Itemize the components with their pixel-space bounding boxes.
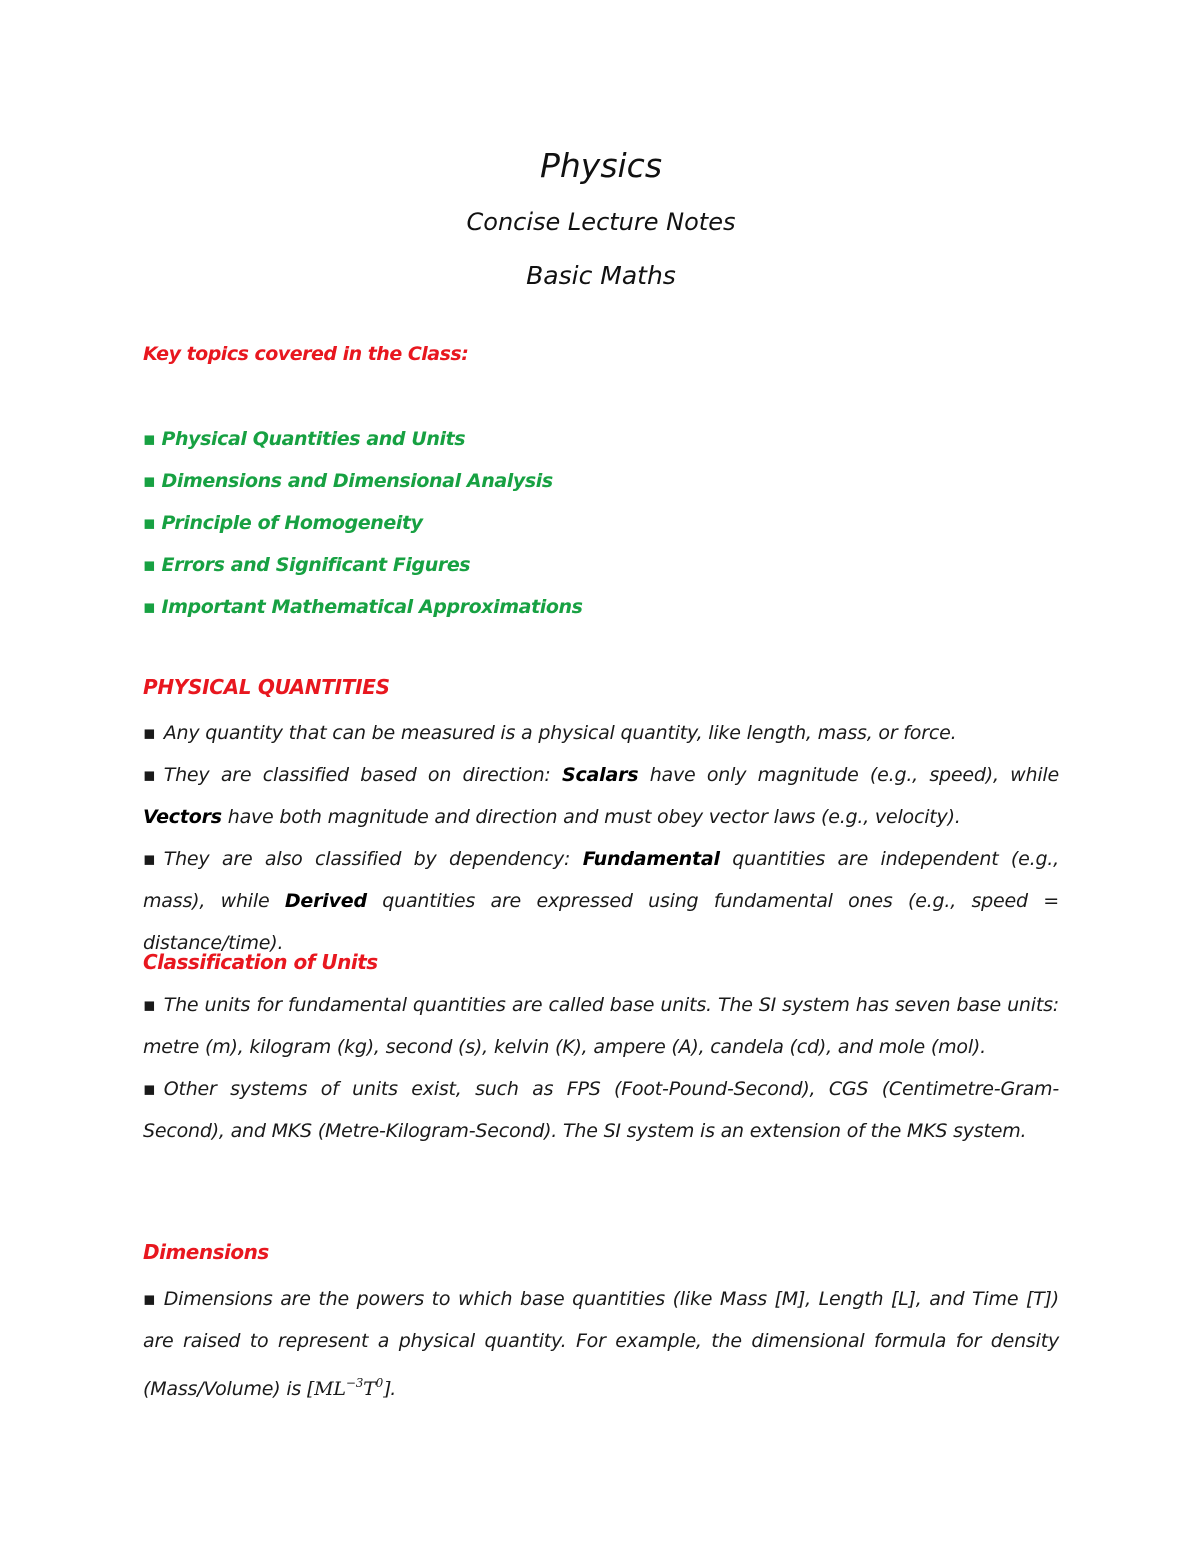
bullet-icon: ▪	[143, 1288, 156, 1310]
bullet-icon: ▪	[143, 554, 156, 576]
topic-label: Dimensions and Dimensional Analysis	[161, 470, 553, 492]
bullet-icon: ▪	[143, 470, 156, 492]
units-paragraph-1	[143, 984, 1059, 1068]
paragraph-text: The units for fundamental quantities are called base units. The SI system has seven base units: metre (m), kilogram (kg), second (s), kelvin (K), ampere (A), candela (cd), and mole (mol).	[143, 994, 1059, 1058]
term-derived: Derived	[284, 890, 367, 912]
bullet-icon: ▪	[143, 512, 156, 534]
dimensions-heading: Dimensions	[143, 1240, 269, 1264]
list-item	[143, 550, 583, 592]
formula-exponent: 0	[375, 1376, 384, 1390]
paragraph-text: They are also classified by dependency:	[163, 848, 583, 870]
paragraph-text: quantities are expressed using fundamental ones (e.g., speed = distance/time).	[143, 890, 1059, 954]
bullet-icon: ▪	[143, 428, 156, 450]
physical-quantities-paragraph-1	[143, 712, 1059, 754]
key-topics-list	[143, 424, 583, 634]
key-topics-heading: Key topics covered in the Class:	[143, 343, 469, 365]
dimensions-paragraph-1	[143, 1278, 1059, 1410]
page-topic: Basic Maths	[526, 261, 676, 290]
formula-base: ML	[314, 1378, 346, 1400]
formula-exponent: −3	[345, 1376, 364, 1390]
paragraph-text: .	[390, 1378, 397, 1400]
physical-quantities-paragraph-2	[143, 754, 1059, 838]
bullet-icon: ▪	[143, 1078, 156, 1100]
page-subtitle: Concise Lecture Notes	[466, 208, 736, 236]
paragraph-text: have only magnitude (e.g., speed), while	[638, 764, 1059, 786]
topic-label: Important Mathematical Approximations	[161, 596, 583, 618]
bullet-icon: ▪	[143, 994, 156, 1016]
list-item	[143, 424, 583, 466]
paragraph-text: Any quantity that can be measured is a physical quantity, like length, mass, or force.	[163, 722, 957, 744]
paragraph-text: They are classified based on direction:	[163, 764, 562, 786]
bullet-icon: ▪	[143, 596, 156, 618]
topic-label: Errors and Significant Figures	[161, 554, 471, 576]
bullet-icon: ▪	[143, 848, 156, 870]
term-scalars: Scalars	[561, 764, 639, 786]
lecture-notes-page	[143, 0, 1059, 1553]
classification-of-units-heading: Classification of Units	[143, 950, 378, 974]
page-title: Physics	[539, 146, 663, 185]
list-item	[143, 508, 583, 550]
bullet-icon: ▪	[143, 722, 156, 744]
list-item	[143, 466, 583, 508]
list-item	[143, 592, 583, 634]
units-paragraph-2	[143, 1068, 1059, 1152]
formula-base: T	[363, 1378, 376, 1400]
formula-bracket: [	[306, 1378, 315, 1400]
bullet-icon: ▪	[143, 764, 156, 786]
topic-label: Principle of Homogeneity	[161, 512, 423, 534]
paragraph-text: Other systems of units exist, such as FPS (Foot-Pound-Second), CGS (Centimetre-Gram-Second), and MKS (Metre-Kilogram-Second). The SI system is an extension of the MKS system.	[143, 1078, 1059, 1142]
topic-label: Physical Quantities and Units	[161, 428, 466, 450]
physical-quantities-paragraph-3	[143, 838, 1059, 964]
paragraph-text: Dimensions are the powers to which base quantities (like Mass [M], Length [L], and Time [T]) are raised to represent a physical quantity. For example, the dimensional formula for density (Mass/Volume) is	[143, 1288, 1059, 1400]
paragraph-text: have both magnitude and direction and must obey vector laws (e.g., velocity).	[221, 806, 961, 828]
term-fundamental: Fundamental	[582, 848, 720, 870]
paragraph-text: quantities are independent (e.g., mass), while	[143, 848, 1059, 912]
physical-quantities-heading: PHYSICAL QUANTITIES	[143, 675, 390, 699]
formula-bracket: ]	[383, 1378, 391, 1400]
term-vectors: Vectors	[143, 806, 222, 828]
density-formula	[307, 1378, 390, 1400]
